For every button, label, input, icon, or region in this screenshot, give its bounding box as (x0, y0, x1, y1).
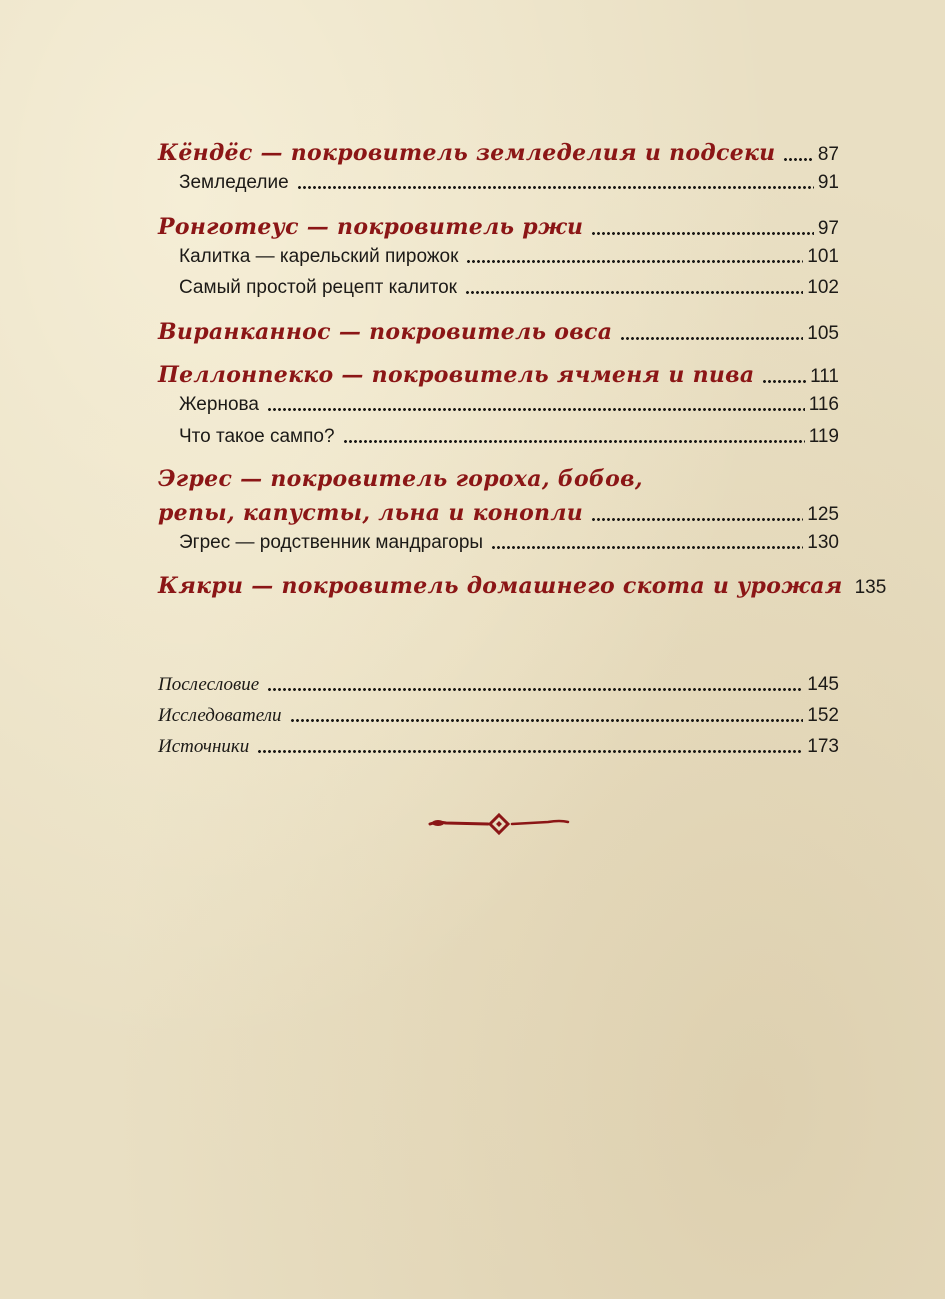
dot-leader (343, 439, 805, 444)
toc-chapter-kyakri[interactable] (158, 573, 887, 599)
dot-leader (267, 687, 803, 692)
toc-section-mandragora[interactable] (179, 532, 839, 554)
toc-page-number: 91 (817, 172, 839, 193)
toc-section-recipe[interactable] (179, 277, 839, 299)
toc-title: Земледелие (179, 172, 289, 193)
toc-back-afterword[interactable] (158, 674, 839, 696)
toc-chapter-rongoteus[interactable] (158, 214, 839, 240)
dot-leader (466, 259, 803, 264)
dot-leader (591, 517, 803, 522)
toc-chapter-kendes[interactable] (158, 140, 839, 166)
dot-leader (257, 749, 803, 754)
dot-leader (762, 379, 806, 384)
toc-page-number: 125 (807, 504, 839, 525)
toc-page-number: 87 (817, 144, 839, 165)
toc-page-number: 152 (807, 705, 839, 726)
dot-leader (290, 718, 804, 723)
toc-section-zhernova[interactable] (179, 394, 839, 416)
toc-title: Кякри — покровитель домашнего скота и урожая (158, 573, 843, 599)
toc-title: Источники (158, 736, 250, 757)
toc-title: Что такое сампо? (179, 426, 335, 447)
toc-page-number: 101 (807, 246, 839, 267)
toc-page-number: 97 (817, 218, 839, 239)
toc-section-sampo[interactable] (179, 426, 839, 448)
toc-page-number: 173 (807, 736, 839, 757)
toc-chapter-egres-line1[interactable]: Эгрес — покровитель гороха, бобов, (158, 466, 643, 492)
toc-page-number: 145 (807, 674, 839, 695)
toc-page-number: 130 (807, 532, 839, 553)
ornament-divider-icon (428, 812, 570, 836)
toc-chapter-virankannos[interactable] (158, 319, 839, 345)
toc-back-researchers[interactable] (158, 705, 839, 727)
toc-page-number: 102 (807, 277, 839, 298)
dot-leader (465, 290, 803, 295)
toc-page-number: 119 (808, 426, 839, 447)
toc-back-sources[interactable] (158, 736, 839, 758)
toc-chapter-egres[interactable] (158, 500, 839, 526)
dot-leader (591, 231, 814, 236)
dot-leader (620, 336, 803, 341)
toc-page-number: 111 (810, 366, 839, 387)
toc-section-zemledelie[interactable] (179, 172, 839, 194)
dot-leader (783, 157, 813, 162)
toc-title: Самый простой рецепт калиток (179, 277, 457, 298)
toc-chapter-pellonpekko[interactable] (158, 362, 839, 388)
toc-title: Калитка — карельский пирожок (179, 246, 459, 267)
dot-leader (491, 545, 803, 550)
toc-page-number: 135 (854, 577, 887, 598)
dot-leader (267, 407, 805, 412)
toc-page-number: 116 (808, 394, 839, 415)
toc-title: репы, капусты, льна и конопли (158, 500, 584, 526)
toc-title: Кёндёс — покровитель земледелия и подсеки (158, 140, 776, 166)
toc-title: Жернова (179, 394, 259, 415)
toc-title: Эгрес — родственник мандрагоры (179, 532, 484, 553)
toc-title: Ронготеус — покровитель ржи (158, 214, 584, 240)
toc-title: Исследователи (158, 705, 282, 726)
toc-title: Виранканнос — покровитель овса (158, 319, 613, 345)
dot-leader (297, 185, 814, 190)
toc-section-kalitka[interactable] (179, 246, 839, 268)
toc-page-number: 105 (807, 323, 839, 344)
toc-title: Послесловие (158, 674, 260, 695)
toc-title: Пеллонпекко — покровитель ячменя и пива (158, 362, 755, 388)
